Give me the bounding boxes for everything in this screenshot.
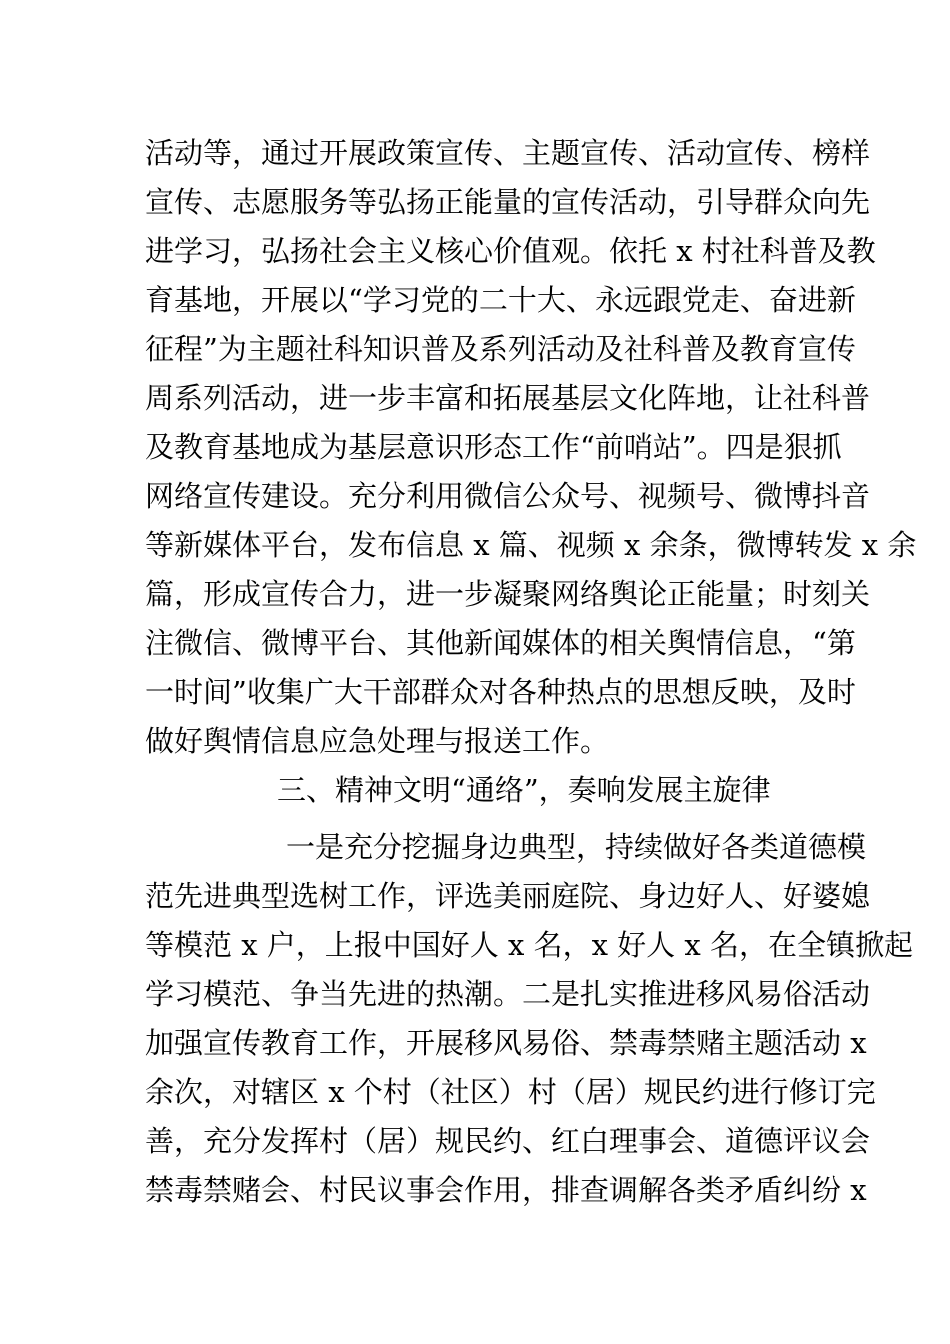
text-line: 善，充分发挥村（居）规民约、红白理事会、道德评议会 xyxy=(145,1124,871,1158)
text-line: 范先进典型选树工作，评选美丽庭院、身边好人、好婆媳 xyxy=(145,879,871,913)
text-line: 周系列活动，进一步丰富和拓展基层文化阵地，让社科普 xyxy=(145,381,871,415)
text-line: 等模范 x 户，上报中国好人 x 名，x 好人 x 名，在全镇掀起 xyxy=(145,928,913,962)
text-line: 征程”为主题社科知识普及系列活动及社科普及教育宣传 xyxy=(145,332,856,366)
text-line: 一时间”收集广大干部群众对各种热点的思想反映，及时 xyxy=(145,675,856,709)
text-line: 宣传、志愿服务等弘扬正能量的宣传活动，引导群众向先 xyxy=(145,185,871,219)
text-line: 进学习，弘扬社会主义核心价值观。依托 x 村社科普及教 xyxy=(145,234,876,268)
text-line: 加强宣传教育工作，开展移风易俗、禁毒禁赌主题活动 x xyxy=(145,1026,867,1060)
text-line: 注微信、微博平台、其他新闻媒体的相关舆情信息，“第 xyxy=(145,626,856,660)
text-line: 网络宣传建设。充分利用微信公众号、视频号、微博抖音 xyxy=(145,479,871,513)
section-heading: 三、精神文明“通络”，奏响发展主旋律 xyxy=(277,773,771,807)
text-line: 育基地，开展以“学习党的二十大、永远跟党走、奋进新 xyxy=(145,283,856,317)
text-line: 余次，对辖区 x 个村（社区）村（居）规民约进行修订完 xyxy=(145,1075,876,1109)
text-line: 及教育基地成为基层意识形态工作“前哨站”。四是狠抓 xyxy=(145,430,842,464)
text-line: 做好舆情信息应急处理与报送工作。 xyxy=(145,724,610,758)
text-line: 篇，形成宣传合力，进一步凝聚网络舆论正能量；时刻关 xyxy=(145,577,871,611)
text-line: 禁毒禁赌会、村民议事会作用，排查调解各类矛盾纠纷 x xyxy=(145,1173,867,1207)
text-line: 活动等，通过开展政策宣传、主题宣传、活动宣传、榜样 xyxy=(145,136,871,170)
text-line: 学习模范、争当先进的热潮。二是扎实推进移风易俗活动 xyxy=(145,977,871,1011)
text-line: 一是充分挖掘身边典型，持续做好各类道德模 xyxy=(286,830,867,864)
text-line: 等新媒体平台，发布信息 x 篇、视频 x 余条，微博转发 x 余 xyxy=(145,528,917,562)
